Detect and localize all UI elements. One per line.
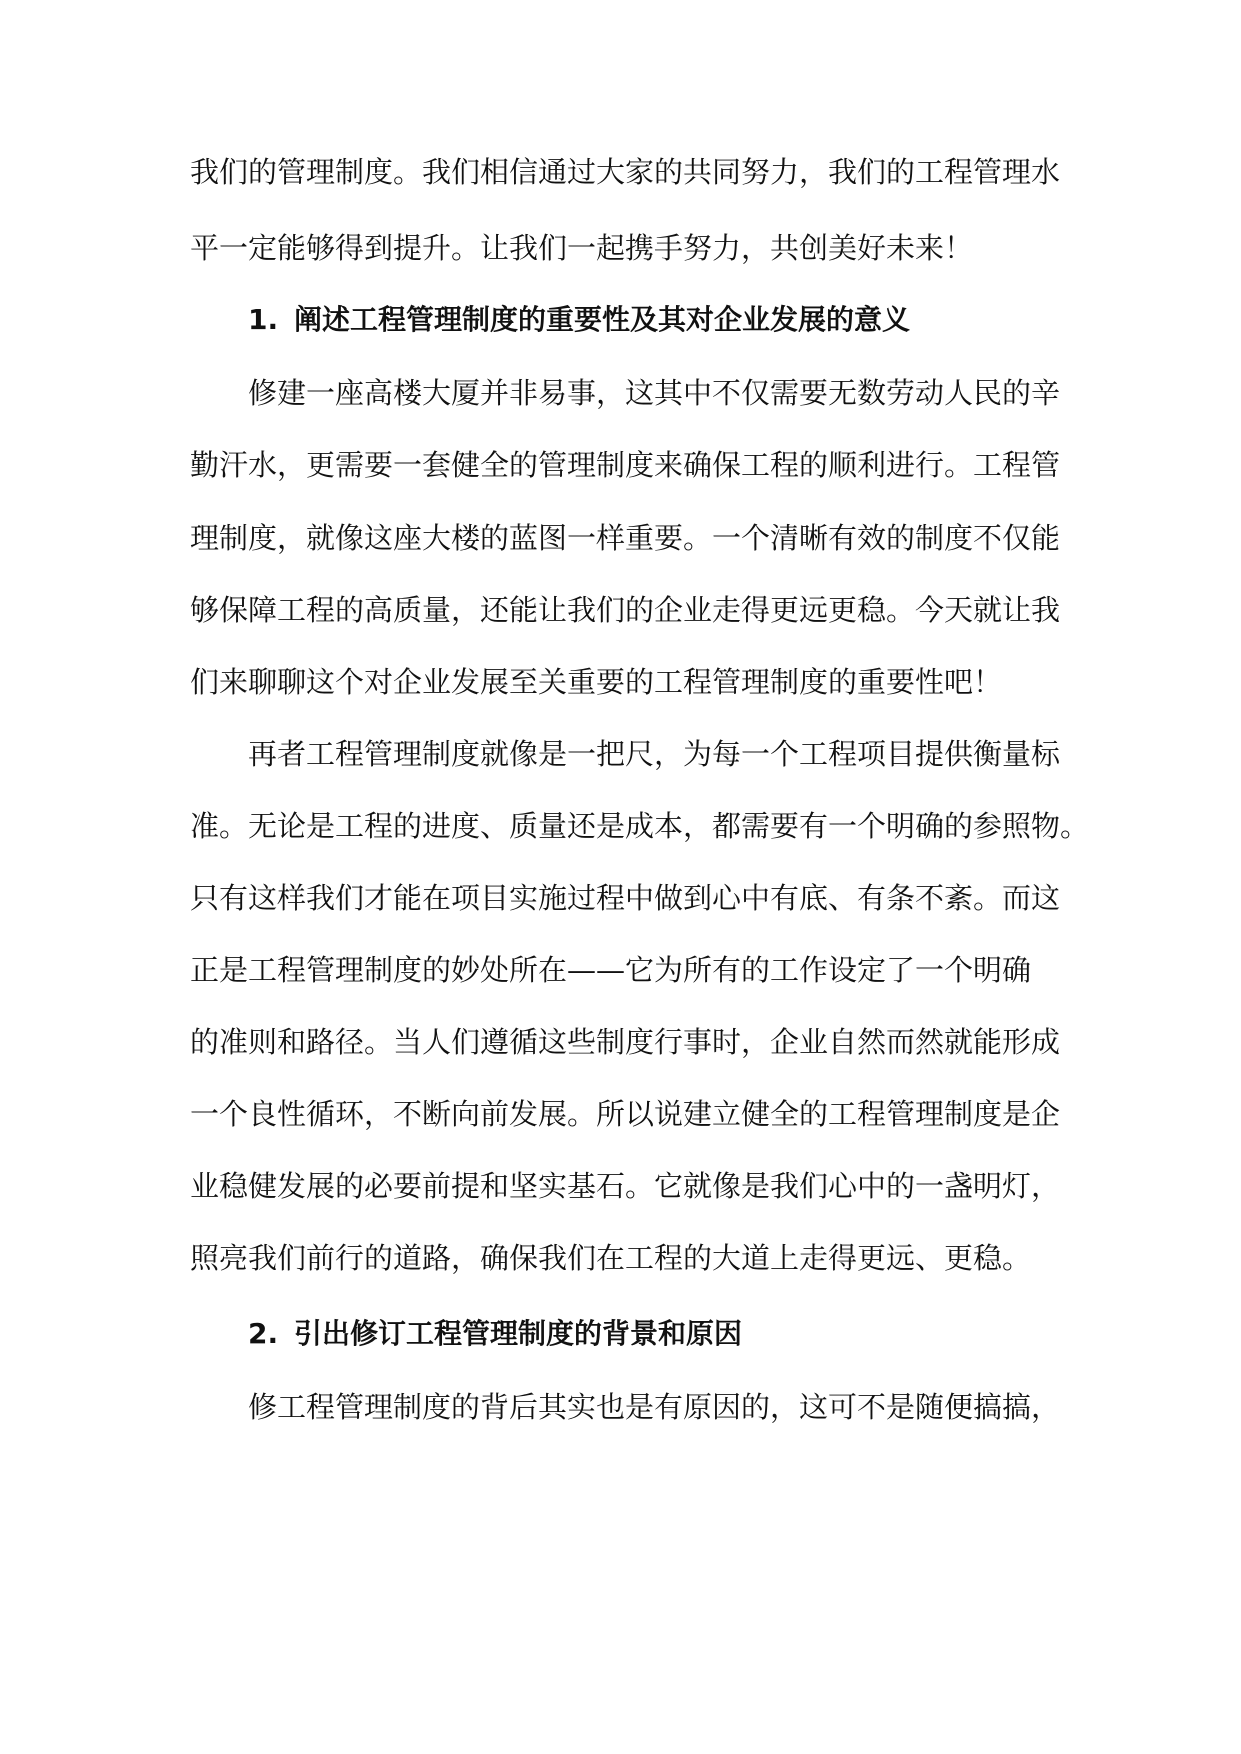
section-title: 阐述工程管理制度的重要性及其对企业发展的意义 [294, 303, 911, 336]
section-number: 2. [248, 1317, 279, 1350]
paragraph-line: 业稳健发展的必要前提和坚实基石。它就像是我们心中的一盏明灯， [190, 1169, 1061, 1203]
paragraph-line: 勤汗水，更需要一套健全的管理制度来确保工程的顺利进行。工程管 [190, 448, 1061, 482]
paragraph-line: 的准则和路径。当人们遵循这些制度行事时，企业自然而然就能形成 [190, 1025, 1061, 1059]
intro-line-2: 平一定能够得到提升。让我们一起携手努力，共创美好未来！ [190, 231, 974, 265]
paragraph-line: 们来聊聊这个对企业发展至关重要的工程管理制度的重要性吧！ [190, 665, 1003, 699]
paragraph-line: 理制度，就像这座大楼的蓝图一样重要。一个清晰有效的制度不仅能 [190, 521, 1061, 555]
paragraph-line: 正是工程管理制度的妙处所在——它为所有的工作设定了一个明确 [190, 953, 1032, 987]
paragraph-line: 修建一座高楼大厦并非易事，这其中不仅需要无数劳动人民的辛 [248, 376, 1061, 410]
intro-line-1: 我们的管理制度。我们相信通过大家的共同努力，我们的工程管理水 [190, 155, 1061, 189]
section-heading-2 [248, 1314, 1070, 1354]
section-title: 引出修订工程管理制度的背景和原因 [294, 1317, 743, 1350]
paragraph-line: 只有这样我们才能在项目实施过程中做到心中有底、有条不紊。而这 [190, 881, 1061, 915]
paragraph-line: 修工程管理制度的背后其实也是有原因的，这可不是随便搞搞， [248, 1390, 1061, 1424]
paragraph-line: 够保障工程的高质量，还能让我们的企业走得更远更稳。今天就让我 [190, 593, 1061, 627]
section-heading-1 [248, 300, 1070, 340]
paragraph-line: 准。无论是工程的进度、质量还是成本，都需要有一个明确的参照物。 [190, 809, 1090, 843]
section-number: 1. [248, 303, 279, 336]
paragraph-line: 照亮我们前行的道路，确保我们在工程的大道上走得更远、更稳。 [190, 1241, 1032, 1275]
paragraph-line: 一个良性循环，不断向前发展。所以说建立健全的工程管理制度是企 [190, 1097, 1061, 1131]
paragraph-line: 再者工程管理制度就像是一把尺，为每一个工程项目提供衡量标 [248, 737, 1061, 771]
